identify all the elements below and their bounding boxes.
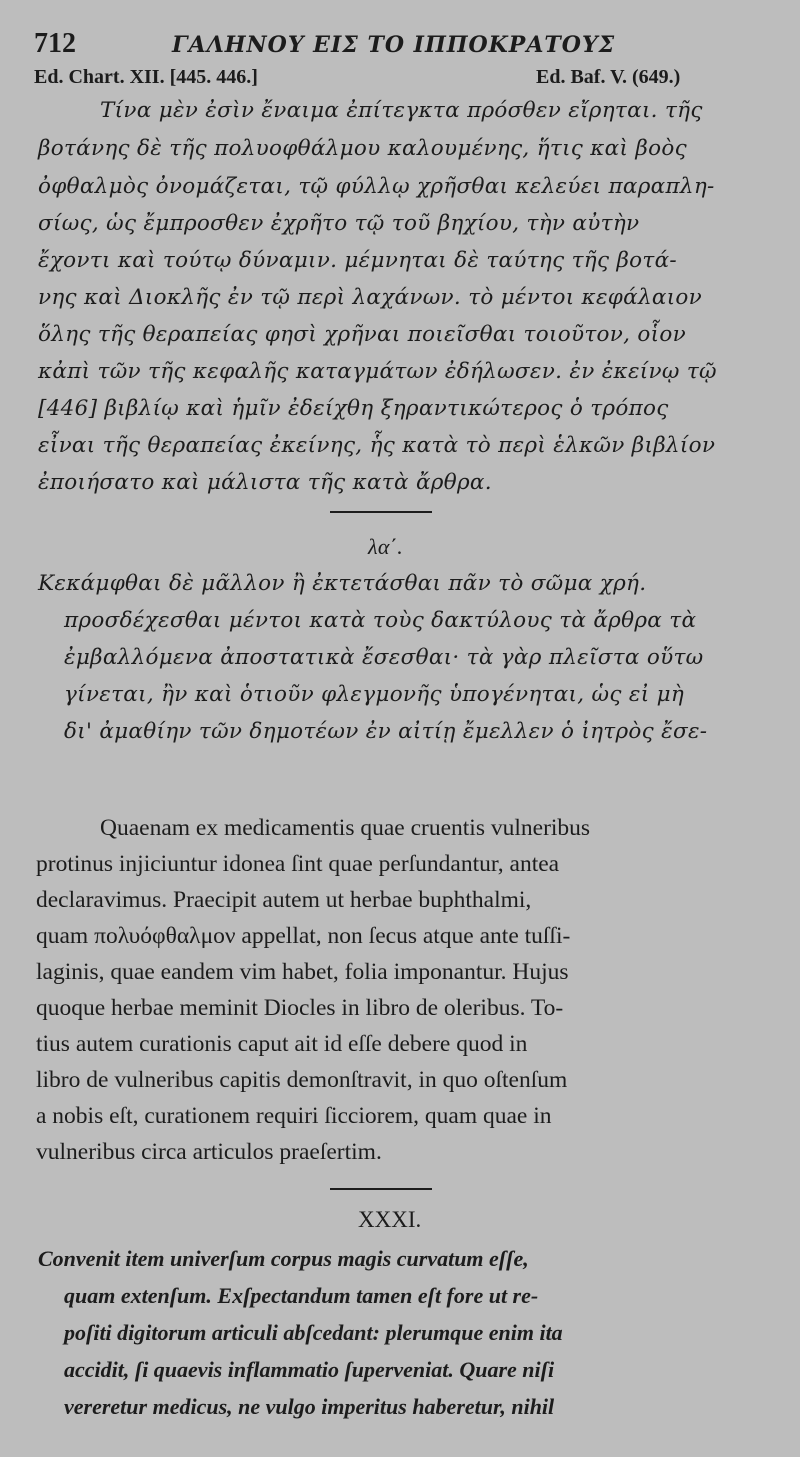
latin-aphorism-line: vereretur medicus, ne vulgo imperitus haberetur, nihil [64,1394,555,1419]
latin-commentary-line: quam πολυόφθαλμον appellat, non ſecus atque ante tuſſi- [36,923,571,949]
greek-section-number: λα΄. [368,534,404,559]
greek-commentary-line: ὀφθαλμὸς ὀνομάζεται, τῷ φύλλῳ χρῆσθαι κελεύει παραπλη- [38,174,715,199]
latin-aphorism-line: Convenit item univerſum corpus magis curvatum eſſe, [38,1246,529,1271]
latin-commentary-line: Quaenam ex medicamentis quae cruentis vulneribus [100,815,591,841]
greek-aphorism-line: δι' ἀμαθίην τῶν δημοτέων ἐν αἰτίῃ ἔμελλεν ὁ ἰητρὸς ἔσε- [64,719,708,744]
latin-section-number: XXXI. [358,1207,422,1232]
greek-commentary-line: κἀπὶ τῶν τῆς κεφαλῆς καταγμάτων ἐδήλωσεν. ἐν ἐκείνῳ τῷ [38,359,717,384]
greek-aphorism-line: γίνεται, ἢν καὶ ὁτιοῦν φλεγμονῆς ὑπογένηται, ὡς εἰ μὴ [64,682,685,707]
latin-aphorism-line: poſiti digitorum articuli abſcedant: plerumque enim ita [64,1320,563,1345]
greek-commentary-line: [446] βιβλίῳ καὶ ἡμῖν ἐδείχθη ξηραντικώτερος ὁ τρόπος [38,396,669,421]
greek-aphorism-line: ἐμβαλλόμενα ἀποστατικὰ ἔσεσθαι· τὰ γὰρ πλεῖστα οὕτω [64,645,704,670]
running-header [34,28,774,62]
latin-aphorism-line: quam extenſum. Exſpectandum tamen eſt fore ut re- [64,1283,539,1308]
greek-commentary-line: εἶναι τῆς θεραπείας ἐκείνης, ἧς κατὰ τὸ περὶ ἑλκῶν βιβλίον [38,433,716,458]
section-divider [330,511,432,513]
latin-commentary-line: libro de vulneribus capitis demonſtravit, in quo oſtenſum [36,1067,568,1093]
latin-aphorism-line: accidit, ſi quaevis inflammatio ſuperveniat. Quare niſi [64,1357,555,1382]
greek-commentary-line: ὅλης τῆς θεραπείας φησὶ χρῆναι ποιεῖσθαι τοιοῦτον, οἷον [38,322,687,347]
latin-commentary-line: vulneribus circa articulos praeſertim. [36,1139,382,1165]
greek-commentary-line: Τίνα μὲν ἐσὶν ἔναιμα ἐπίτεγκτα πρόσθεν εἴρηται. τῆς [100,98,703,123]
edition-reference-right: Ed. Baf. V. (649.) [536,66,681,88]
greek-commentary-line: ἔχοντι καὶ τούτῳ δύναμιν. μέμνηται δὲ ταύτης τῆς βοτά- [38,248,677,273]
greek-aphorism-line: Κεκάμφθαι δὲ μᾶλλον ἢ ἐκτετάσθαι πᾶν τὸ σῶμα χρή. [38,571,647,596]
running-title: ΓΑΛΗΝΟΥ ΕΙΣ ΤΟ ΙΠΠΟΚΡΑΤΟΥΣ [172,32,616,58]
latin-commentary-line: tius autem curationis caput ait id eſſe debere quod in [36,1031,528,1057]
greek-commentary-line: βοτάνης δὲ τῆς πολυοφθάλμου καλουμένης, ἥτις καὶ βοὸς [38,136,687,161]
latin-commentary-line: laginis, quae eandem vim habet, folia imponantur. Hujus [36,959,569,985]
greek-commentary-line: νης καὶ Διοκλῆς ἐν τῷ περὶ λαχάνων. τὸ μέντοι κεφάλαιον [38,285,703,310]
latin-commentary-line: a nobis eſt, curationem requiri ſicciorem, quam quae in [36,1103,552,1129]
greek-aphorism-line: προσδέχεσθαι μέντοι κατὰ τοὺς δακτύλους τὰ ἄρθρα τὰ [64,608,697,633]
latin-commentary-line: quoque herbae meminit Diocles in libro de oleribus. To- [36,995,564,1021]
edition-reference-left: Ed. Chart. XII. [445. 446.] [34,66,258,88]
latin-commentary-line: declaravimus. Praecipit autem ut herbae buphthalmi, [36,887,532,913]
greek-commentary-line: ἐποιήσατο καὶ μάλιστα τῆς κατὰ ἄρθρα. [38,470,492,495]
section-divider [330,1188,432,1190]
page-number: 712 [34,28,76,59]
greek-commentary-line: σίως, ὡς ἔμπροσθεν ἐχρῆτο τῷ τοῦ βηχίου, τὴν αὐτὴν [38,211,640,236]
latin-commentary-line: protinus injiciuntur idonea ſint quae perſundantur, antea [36,851,560,877]
